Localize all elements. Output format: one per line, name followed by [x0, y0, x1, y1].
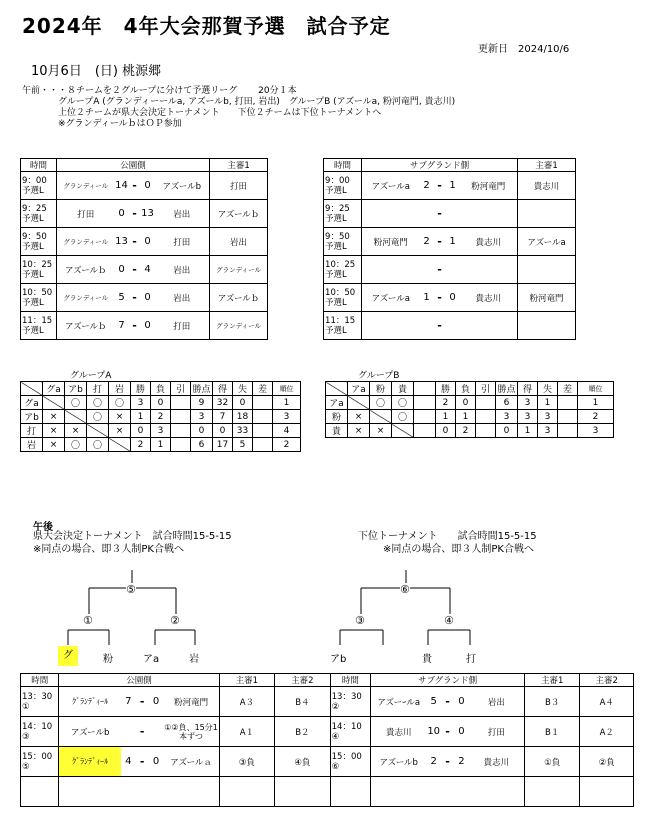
morning-line-4: ※グランディールｂはＯＰ参加 — [22, 119, 182, 129]
time-header-right: 時間 — [330, 674, 371, 687]
points-cell: 3 — [496, 410, 518, 424]
score-left: 0 — [115, 256, 129, 284]
score-left: 5 — [426, 687, 441, 717]
standings-header: 打 — [87, 382, 109, 396]
updated-date: 更新日 2024/10/6 — [478, 44, 570, 55]
score-separator: - — [129, 200, 141, 228]
morning-line-3: 上位２チームが県大会決定トーナメント 下位２チームは下位トーナメントへ — [22, 108, 382, 118]
standings-header: 勝 — [436, 382, 456, 396]
standings-header: 貴 — [392, 382, 414, 396]
time-header: 時間 — [21, 159, 57, 172]
match-time: 11：15 予選L — [21, 312, 57, 340]
result-cell: 〇 — [65, 438, 87, 452]
bracket-team: 粉 — [103, 654, 113, 665]
score-separator: - — [136, 747, 149, 777]
standings-header: グa — [43, 382, 65, 396]
rank-cell: 4 — [273, 424, 301, 438]
bracket-team: 貴 — [422, 654, 432, 665]
right-field-header: サブグランド側 — [371, 674, 525, 687]
score-separator — [136, 777, 149, 807]
ref2-header-right: 主審2 — [580, 674, 634, 687]
team-left: グランディール — [57, 228, 115, 256]
team-left: 貴志川 — [371, 717, 427, 747]
result-cell: 〇 — [65, 396, 87, 410]
match-time: 9：50 予選L — [324, 228, 362, 256]
referee: アズールa — [518, 228, 576, 256]
team-right: 岩出 — [155, 284, 210, 312]
referee1: B１ — [524, 717, 580, 747]
ref1-header: 主審1 — [219, 674, 275, 687]
referee1: B３ — [524, 687, 580, 717]
team-right: 貴志川 — [460, 228, 518, 256]
rank-cell: 3 — [578, 424, 614, 438]
rank-cell: 1 — [578, 396, 614, 410]
team-cell: 打 — [21, 424, 43, 438]
team-left: グランディール — [57, 284, 115, 312]
match-time — [330, 777, 371, 807]
score-left: 7 — [115, 312, 129, 340]
team-left: アズールa — [362, 284, 420, 312]
score-separator: - — [434, 228, 446, 256]
referee: 貴志川 — [518, 172, 576, 200]
referee2: ④負 — [275, 747, 331, 777]
team-left: アズールb — [59, 717, 121, 747]
referee: 粉河竜門 — [518, 284, 576, 312]
match-time: 14：10 ③ — [21, 717, 59, 747]
match-time: 10：25 予選L — [324, 256, 362, 284]
referee2 — [275, 777, 331, 807]
points-cell: 9 — [191, 396, 213, 410]
bracket-team: 岩 — [189, 654, 199, 665]
goals-for-cell: 17 — [213, 438, 233, 452]
team-cell: アb — [21, 410, 43, 424]
event-date: 10月6日 (日) 桃源郷 — [31, 64, 162, 79]
bracket-node-3: ③ — [355, 614, 365, 627]
standings-header: 勝点 — [191, 382, 213, 396]
wins-cell: 1 — [436, 410, 456, 424]
score-right — [149, 777, 164, 807]
result-cell: × — [43, 410, 65, 424]
points-cell: 6 — [496, 396, 518, 410]
result-cell: 〇 — [370, 396, 392, 410]
score-separator: - — [136, 717, 149, 747]
score-right: 0 — [454, 687, 469, 717]
team-left: 打田 — [57, 200, 115, 228]
bracket-node-1: ① — [83, 614, 93, 627]
left-field-header: 公園側 — [59, 674, 219, 687]
result-cell: 〇 — [87, 438, 109, 452]
score-left: 2 — [420, 172, 434, 200]
left-field-header: 公園側 — [57, 159, 210, 172]
goals-against-cell: 3 — [538, 424, 558, 438]
losses-cell: 1 — [456, 410, 476, 424]
match-time: 13：30 ① — [21, 687, 59, 717]
standings-header: アa — [348, 382, 370, 396]
wins-cell: 2 — [436, 396, 456, 410]
score-separator: - — [434, 312, 446, 340]
score-left: 4 — [121, 747, 136, 777]
score-separator: - — [441, 717, 454, 747]
score-separator: - — [129, 312, 141, 340]
result-cell: 〇 — [87, 410, 109, 424]
score-separator: - — [434, 172, 446, 200]
goals-for-cell: 1 — [518, 424, 538, 438]
standings-header: 粉 — [370, 382, 392, 396]
bracket-team: 打 — [466, 654, 476, 665]
right-field-header: サブグランド側 — [362, 159, 518, 172]
upper-tournament-title: 県大会決定トーナメント 試合時間15-5-15 — [33, 531, 232, 542]
score-right: 1 — [446, 228, 460, 256]
rank-cell: 2 — [578, 410, 614, 424]
goals-against-cell: 33 — [233, 424, 253, 438]
goals-for-cell: 7 — [213, 410, 233, 424]
score-separator: - — [434, 200, 446, 228]
score-right — [454, 777, 469, 807]
score-right: 13 — [141, 200, 155, 228]
rank-cell: 3 — [273, 410, 301, 424]
team-right: ①②負、15分1本ずつ — [164, 717, 220, 747]
score-left: 7 — [121, 687, 136, 717]
score-left: 14 — [115, 172, 129, 200]
referee2: B４ — [275, 687, 331, 717]
ref1-header-right: 主審1 — [524, 674, 580, 687]
referee: グランディール — [210, 312, 268, 340]
referee1: ③負 — [219, 747, 275, 777]
score-separator: - — [129, 172, 141, 200]
referee1: A１ — [219, 717, 275, 747]
team-right — [164, 777, 220, 807]
score-left: 2 — [426, 747, 441, 777]
goals-for-cell: 3 — [518, 396, 538, 410]
goals-for-cell: 3 — [518, 410, 538, 424]
score-left: 0 — [115, 200, 129, 228]
score-separator: - — [434, 256, 446, 284]
standings-header: 順位 — [273, 382, 301, 396]
score-right: 0 — [141, 228, 155, 256]
result-cell: × — [109, 424, 131, 438]
referee1: A３ — [219, 687, 275, 717]
score-separator: - — [129, 284, 141, 312]
score-left: 2 — [420, 228, 434, 256]
referee: アズールｂ — [210, 200, 268, 228]
standings-header: 順位 — [578, 382, 614, 396]
team-cell: アa — [326, 396, 348, 410]
goals-against-cell: 1 — [538, 396, 558, 410]
wins-cell: 0 — [436, 424, 456, 438]
result-cell: × — [65, 424, 87, 438]
standings-header: 引 — [476, 382, 496, 396]
lower-tournament-note: ※同点の場合、即３人制PK合戦へ — [383, 544, 534, 555]
score-left — [426, 777, 441, 807]
table-row — [21, 747, 634, 777]
result-cell: 〇 — [87, 396, 109, 410]
team-left: グランディール — [57, 172, 115, 200]
rank-cell: 2 — [273, 438, 301, 452]
goals-against-cell: 5 — [233, 438, 253, 452]
team-cell: 貴 — [326, 424, 348, 438]
team-right: 粉河竜門 — [164, 687, 220, 717]
referee2 — [580, 777, 634, 807]
losses-cell: 0 — [456, 396, 476, 410]
score-separator: - — [129, 228, 141, 256]
team-right: アズールａ — [164, 747, 220, 777]
match-time: 10：50 予選L — [21, 284, 57, 312]
standings-header: 負 — [456, 382, 476, 396]
team-right: アズールb — [155, 172, 210, 200]
team-left: 粉河竜門 — [362, 228, 420, 256]
ref2-header: 主審2 — [275, 674, 331, 687]
goals-against-cell: 0 — [233, 396, 253, 410]
table-row — [21, 717, 634, 747]
team-right: 貴志川 — [469, 747, 525, 777]
time-header: 時間 — [21, 674, 59, 687]
match-time: 13：30 ② — [330, 687, 371, 717]
team-left — [59, 777, 121, 807]
score-separator: - — [441, 687, 454, 717]
bracket-node-4: ④ — [444, 614, 454, 627]
result-cell: × — [43, 424, 65, 438]
result-cell: 〇 — [392, 410, 414, 424]
score-separator: - — [129, 256, 141, 284]
score-left: 13 — [115, 228, 129, 256]
score-left: 5 — [115, 284, 129, 312]
referee1 — [219, 777, 275, 807]
goals-for-cell: 0 — [213, 424, 233, 438]
team-left: ｸﾞﾗﾝﾃﾞｨｰﾙ — [59, 747, 121, 777]
match-time — [21, 777, 59, 807]
result-cell: × — [370, 424, 392, 438]
score-left: 1 — [420, 284, 434, 312]
standings-header: 負 — [151, 382, 171, 396]
result-cell: 〇 — [109, 396, 131, 410]
match-time: 9：25 予選L — [21, 200, 57, 228]
team-right: 打田 — [155, 312, 210, 340]
standings-header: 失 — [538, 382, 558, 396]
goals-for-cell: 32 — [213, 396, 233, 410]
afternoon-schedule-table — [20, 673, 634, 807]
team-left: アズールb — [371, 747, 427, 777]
team-right: 打田 — [155, 228, 210, 256]
team-cell: 岩 — [21, 438, 43, 452]
score-right — [149, 717, 164, 747]
referee2: A４ — [580, 687, 634, 717]
score-right: 4 — [141, 256, 155, 284]
standings-header: 引 — [171, 382, 191, 396]
standings-header: 得 — [213, 382, 233, 396]
wins-cell: 0 — [131, 424, 151, 438]
losses-cell: 1 — [151, 438, 171, 452]
afternoon-heading: 午後 — [33, 522, 53, 533]
match-time: 10：25 予選L — [21, 256, 57, 284]
score-right: 2 — [454, 747, 469, 777]
score-right: 0 — [446, 284, 460, 312]
team-right: 岩出 — [155, 200, 210, 228]
match-time: 14：10 ④ — [330, 717, 371, 747]
team-left: アズールｂ — [57, 312, 115, 340]
match-time: 11：15 予選L — [324, 312, 362, 340]
standings-header: 岩 — [109, 382, 131, 396]
result-cell: × — [43, 438, 65, 452]
referee: 岩出 — [210, 228, 268, 256]
score-right: 1 — [446, 172, 460, 200]
team-left: アズールa — [362, 172, 420, 200]
table-row — [21, 687, 634, 717]
match-time: 9：25 予選L — [324, 200, 362, 228]
score-right: 0 — [149, 687, 164, 717]
score-right: 0 — [149, 747, 164, 777]
losses-cell: 2 — [151, 410, 171, 424]
bracket-team: アb — [330, 654, 347, 665]
team-cell: グa — [21, 396, 43, 410]
points-cell: 3 — [191, 410, 213, 424]
score-left: 10 — [426, 717, 441, 747]
result-cell: 〇 — [392, 396, 414, 410]
standings-header: 失 — [233, 382, 253, 396]
standings-header: 勝 — [131, 382, 151, 396]
bracket-node-5: ⑤ — [126, 583, 136, 596]
team-right: 粉河竜門 — [460, 172, 518, 200]
points-cell: 0 — [191, 424, 213, 438]
wins-cell: 3 — [131, 396, 151, 410]
match-time: 10：50 予選L — [324, 284, 362, 312]
match-time: 9：00 予選L — [324, 172, 362, 200]
score-right: 0 — [141, 312, 155, 340]
score-separator: - — [434, 284, 446, 312]
bracket-node-6: ⑥ — [400, 583, 410, 596]
team-right: 岩出 — [469, 687, 525, 717]
result-cell: × — [348, 410, 370, 424]
upper-tournament-note: ※同点の場合、即３人制PK合戦へ — [33, 544, 184, 555]
referee: グランディール — [210, 256, 268, 284]
standings-header: アb — [65, 382, 87, 396]
team-left — [371, 777, 427, 807]
match-time: 15：00 ⑤ — [21, 747, 59, 777]
score-right: 0 — [454, 717, 469, 747]
lower-tournament-title: 下位トーナメント 試合時間15-5-15 — [358, 531, 537, 542]
standings-header: 得 — [518, 382, 538, 396]
match-time: 15：00 ⑥ — [330, 747, 371, 777]
points-cell: 6 — [191, 438, 213, 452]
bracket-team: アa — [143, 654, 160, 665]
standings-header: 差 — [558, 382, 578, 396]
referee: アズールｂ — [210, 284, 268, 312]
goals-against-cell: 3 — [538, 410, 558, 424]
group-b-title: グループB — [358, 371, 400, 381]
referee1: ①負 — [524, 747, 580, 777]
referee2: ②負 — [580, 747, 634, 777]
page-title: 2024年 4年大会那賀予選 試合予定 — [22, 14, 391, 38]
morning-line-1: 午前・・・８チームを２グループに分けて予選リーグ 20分１本 — [22, 86, 297, 96]
score-right: 0 — [141, 172, 155, 200]
standings-header: 勝点 — [496, 382, 518, 396]
team-left: アズーｰルa — [371, 687, 427, 717]
result-cell: × — [109, 410, 131, 424]
referee2: B２ — [275, 717, 331, 747]
bracket-node-2: ② — [170, 614, 180, 627]
losses-cell: 2 — [456, 424, 476, 438]
score-right: 0 — [141, 284, 155, 312]
team-right: 打田 — [469, 717, 525, 747]
points-cell: 0 — [496, 424, 518, 438]
team-right: 貴志川 — [460, 284, 518, 312]
match-time: 9：00 予選L — [21, 172, 57, 200]
score-separator: - — [136, 687, 149, 717]
losses-cell: 0 — [151, 396, 171, 410]
wins-cell: 2 — [131, 438, 151, 452]
time-header-right: 時間 — [324, 159, 362, 172]
standings-header: 差 — [253, 382, 273, 396]
team-cell: 粉 — [326, 410, 348, 424]
team-right: 岩出 — [155, 256, 210, 284]
referee2: A２ — [580, 717, 634, 747]
score-left — [121, 717, 136, 747]
score-separator — [441, 777, 454, 807]
score-separator: - — [441, 747, 454, 777]
morning-line-2: グループA (グランディーールa, アズールb, 打田, 岩出) グループB (アズールa, 粉河竜門, 貴志川) — [22, 97, 456, 107]
wins-cell: 1 — [131, 410, 151, 424]
referee1 — [524, 777, 580, 807]
team-left: アズールｂ — [57, 256, 115, 284]
group-a-title: グループA — [70, 371, 112, 381]
team-left: ｸﾞﾗﾝﾃﾞｨｰﾙ — [59, 687, 121, 717]
goals-against-cell: 18 — [233, 410, 253, 424]
score-left — [121, 777, 136, 807]
ref1-header-right: 主審1 — [518, 159, 576, 172]
result-cell: × — [348, 424, 370, 438]
ref1-header: 主審1 — [210, 159, 268, 172]
bracket-team: グ — [58, 646, 78, 666]
team-right — [469, 777, 525, 807]
table-row — [21, 777, 634, 807]
match-time: 9：50 予選L — [21, 228, 57, 256]
rank-cell: 1 — [273, 396, 301, 410]
referee: 打田 — [210, 172, 268, 200]
losses-cell: 3 — [151, 424, 171, 438]
